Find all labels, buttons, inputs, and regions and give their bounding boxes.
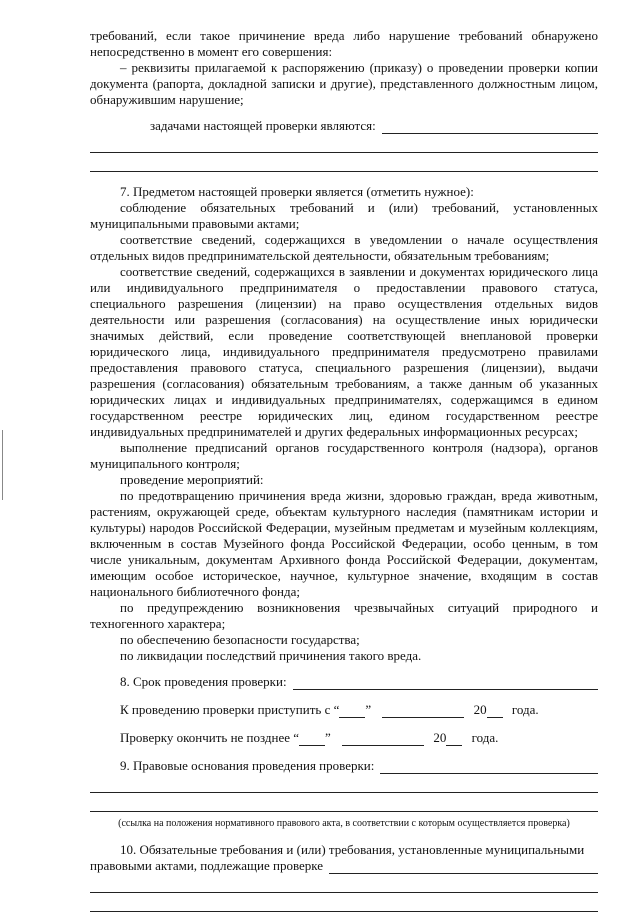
paragraph-requisites: – реквизиты прилагаемой к распоряжению (приказу) о проведении проверки копии документа (рапорта, докладной записки и другие), представленного должностным лицом, обнаружившим нарушение;	[90, 60, 598, 107]
section9-label: 9. Правовые основания проведения проверки:	[120, 758, 375, 773]
requirements-field-line-2[interactable]	[90, 892, 598, 893]
section7-item-liquidation: по ликвидации последствий причинения такого вреда.	[120, 648, 422, 663]
end-year-prefix: 20	[433, 730, 447, 745]
section7-item-measures: проведение мероприятий:	[120, 472, 264, 487]
paragraph-continuation: требований, если такое причинение вреда либо нарушение требований обнаружено непосредственно в момент его совершения:	[90, 28, 598, 59]
section7-heading: 7. Предметом настоящей проверки является (отметить нужное):	[120, 184, 474, 199]
tasks-field[interactable]	[382, 121, 598, 134]
start-quote-close: ”	[365, 702, 372, 717]
section7-item-security: по обеспечению безопасности государства;	[120, 632, 360, 647]
start-month-field[interactable]	[382, 705, 464, 718]
start-date-prefix: К проведению проверки приступить с “	[120, 702, 340, 717]
section7-item-compliance: соблюдение обязательных требований и (или) требований, установленных муниципальными правовыми актами;	[90, 200, 598, 231]
tasks-label: задачами настоящей проверки являются:	[150, 118, 376, 133]
section7-item-notice: соответствие сведений, содержащихся в уведомлении о начале осуществления отдельных видов предпринимательской деятельности, обязательным требованиям;	[90, 232, 598, 263]
start-date-row	[90, 702, 598, 718]
section8-label: 8. Срок проведения проверки:	[120, 674, 287, 689]
section7-item-orders: выполнение предписаний органов государственного контроля (надзора), органов муниципального контроля;	[90, 440, 598, 471]
section7-item-application: соответствие сведений, содержащихся в заявлении и документах юридического лица или индивидуального предпринимателя о предоставлении правового статуса, специального разрешения (лицензии) на право осуществления отдельных видов деятельности или разрешения (согласования) на осуществление иных юридически значимых действий, если проведение соответствующей внеплановой проверки юридического лица, индивидуального предпринимателя предусмотрено правилами предоставления правового статуса, специального разрешения (лицензии), выдачи разрешения (согласования) обязательным требованиям, а также данным об указанных юридических лицах и индивидуальных предпринимателях, содержащимся в едином государственном реестре юридических лиц, едином государственном реестре индивидуальных предпринимателей и других федеральных информационных ресурсах;	[90, 264, 598, 439]
section8-row	[90, 674, 598, 690]
document-body	[90, 28, 598, 912]
start-year-prefix: 20	[473, 702, 487, 717]
tasks-row	[90, 118, 598, 134]
start-year-field[interactable]	[487, 705, 503, 718]
requirements-field[interactable]	[329, 861, 598, 874]
section7-item-emergency: по предупреждению возникновения чрезвычайных ситуаций природного и техногенного характера;	[90, 600, 598, 631]
section10-row	[90, 858, 598, 874]
legal-basis-field[interactable]	[380, 761, 598, 774]
section10-label-line1: 10. Обязательные требования и (или) требования, установленные муниципальными	[120, 842, 585, 857]
end-day-field[interactable]	[299, 733, 325, 746]
legal-basis-caption: (ссылка на положения нормативного правового акта, в соответствии с которым осуществляется проверка)	[118, 818, 570, 829]
end-quote-close: ”	[325, 730, 331, 745]
end-date-prefix: Проверку окончить не позднее “	[120, 730, 300, 745]
section7-item-prevent-harm: по предотвращению причинения вреда жизни, здоровью граждан, вреда животным, растениям, окружающей среде, объектам культурного наследия (памятникам истории и культуры) народов Российской Федерации, музейным предметам и музейным коллекциям, включенным в состав Музейного фонда Российской Федерации, особо ценным, в том числе уникальным, документам Архивного фонда Российской Федерации, документам, имеющим особое историческое, научное, культурное значение, входящим в состав национального библиотечного фонда;	[90, 488, 598, 599]
end-month-field[interactable]	[342, 733, 424, 746]
scan-edge-mark	[2, 430, 3, 500]
end-date-row	[90, 730, 598, 746]
legal-basis-field-line-2[interactable]	[90, 792, 598, 793]
end-year-suffix: года.	[471, 730, 499, 745]
section9-row	[90, 758, 598, 774]
end-year-field[interactable]	[446, 733, 462, 746]
start-year-suffix: года.	[511, 702, 539, 717]
section10-label-line2: правовыми актами, подлежащие проверке	[90, 858, 324, 873]
inspection-period-field[interactable]	[293, 677, 598, 690]
legal-basis-field-line-3[interactable]	[90, 811, 598, 812]
tasks-field-line-3[interactable]	[90, 171, 598, 172]
start-day-field[interactable]	[339, 705, 365, 718]
tasks-field-line-2[interactable]	[90, 152, 598, 153]
